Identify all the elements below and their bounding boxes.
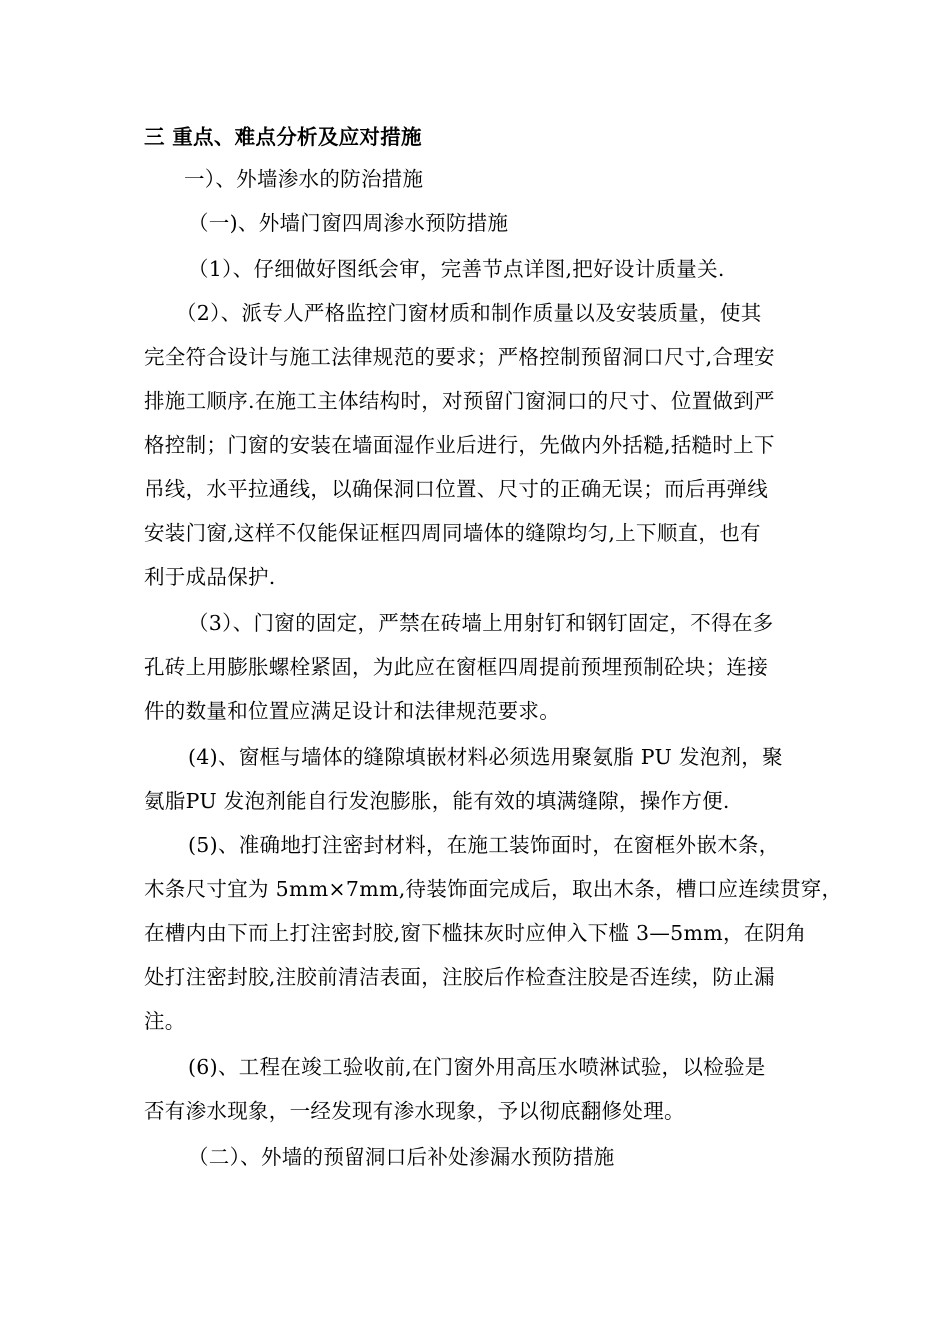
paragraph-line: (4)、窗框与墙体的缝隙填嵌材料必须选用聚氨脂 PU 发泡剂，聚 [188, 745, 783, 769]
paragraph-line: （3）、门窗的固定，严禁在砖墙上用射钉和钢钉固定，不得在多 [188, 611, 774, 635]
paragraph-line: （1）、仔细做好图纸会审，完善节点详图,把好设计质量关. [188, 257, 725, 281]
subsection-title: （二）、外墙的预留洞口后补处渗漏水预防措施 [188, 1145, 615, 1169]
paragraph-line: 在槽内由下而上打注密封胶,窗下槛抹灰时应伸入下槛 3—5mm，在阴角 [144, 921, 807, 945]
subsection-title: 一）、外墙渗水的防治措施 [184, 167, 424, 191]
paragraph-line: 氨脂PU 发泡剂能自行发泡膨胀，能有效的填满缝隙，操作方便. [144, 789, 730, 813]
paragraph-line: 格控制；门窗的安装在墙面湿作业后进行，先做内外括糙,括糙时上下 [144, 433, 775, 457]
section-heading: 三 重点、难点分析及应对措施 [144, 125, 422, 149]
paragraph-line: 吊线，水平拉通线，以确保洞口位置、尺寸的正确无误；而后再弹线 [144, 477, 768, 501]
paragraph-line: 注。 [144, 1009, 186, 1033]
paragraph-line: 处打注密封胶,注胶前清洁表面，注胶后作检查注胶是否连续，防止漏 [144, 965, 775, 989]
paragraph-line: 木条尺寸宜为 5mm×7mm,待装饰面完成后，取出木条，槽口应连续贯穿， [144, 877, 843, 901]
paragraph-line: 排施工顺序.在施工主体结构时，对预留门窗洞口的尺寸、位置做到严 [144, 389, 775, 413]
paragraph-line: 否有渗水现象，一经发现有渗水现象，予以彻底翻修处理。 [144, 1099, 685, 1123]
paragraph-line: (6)、工程在竣工验收前,在门窗外用高压水喷淋试验，以检验是 [188, 1055, 766, 1079]
paragraph-line: 安装门窗,这样不仅能保证框四周同墙体的缝隙均匀,上下顺直，也有 [144, 521, 761, 545]
paragraph-line: 孔砖上用膨胀螺栓紧固，为此应在窗框四周提前预埋预制砼块；连接 [144, 655, 768, 679]
paragraph-line: （2）、派专人严格监控门窗材质和制作质量以及安装质量，使其 [176, 301, 762, 325]
paragraph-line: 件的数量和位置应满足设计和法律规范要求。 [144, 699, 560, 723]
paragraph-line: (5)、准确地打注密封材料，在施工装饰面时，在窗框外嵌木条， [188, 833, 780, 857]
subsection-title: （一)、外墙门窗四周渗水预防措施 [188, 211, 509, 235]
paragraph-line: 利于成品保护. [144, 565, 276, 589]
paragraph-line: 完全符合设计与施工法律规范的要求；严格控制预留洞口尺寸,合理安 [144, 345, 775, 369]
